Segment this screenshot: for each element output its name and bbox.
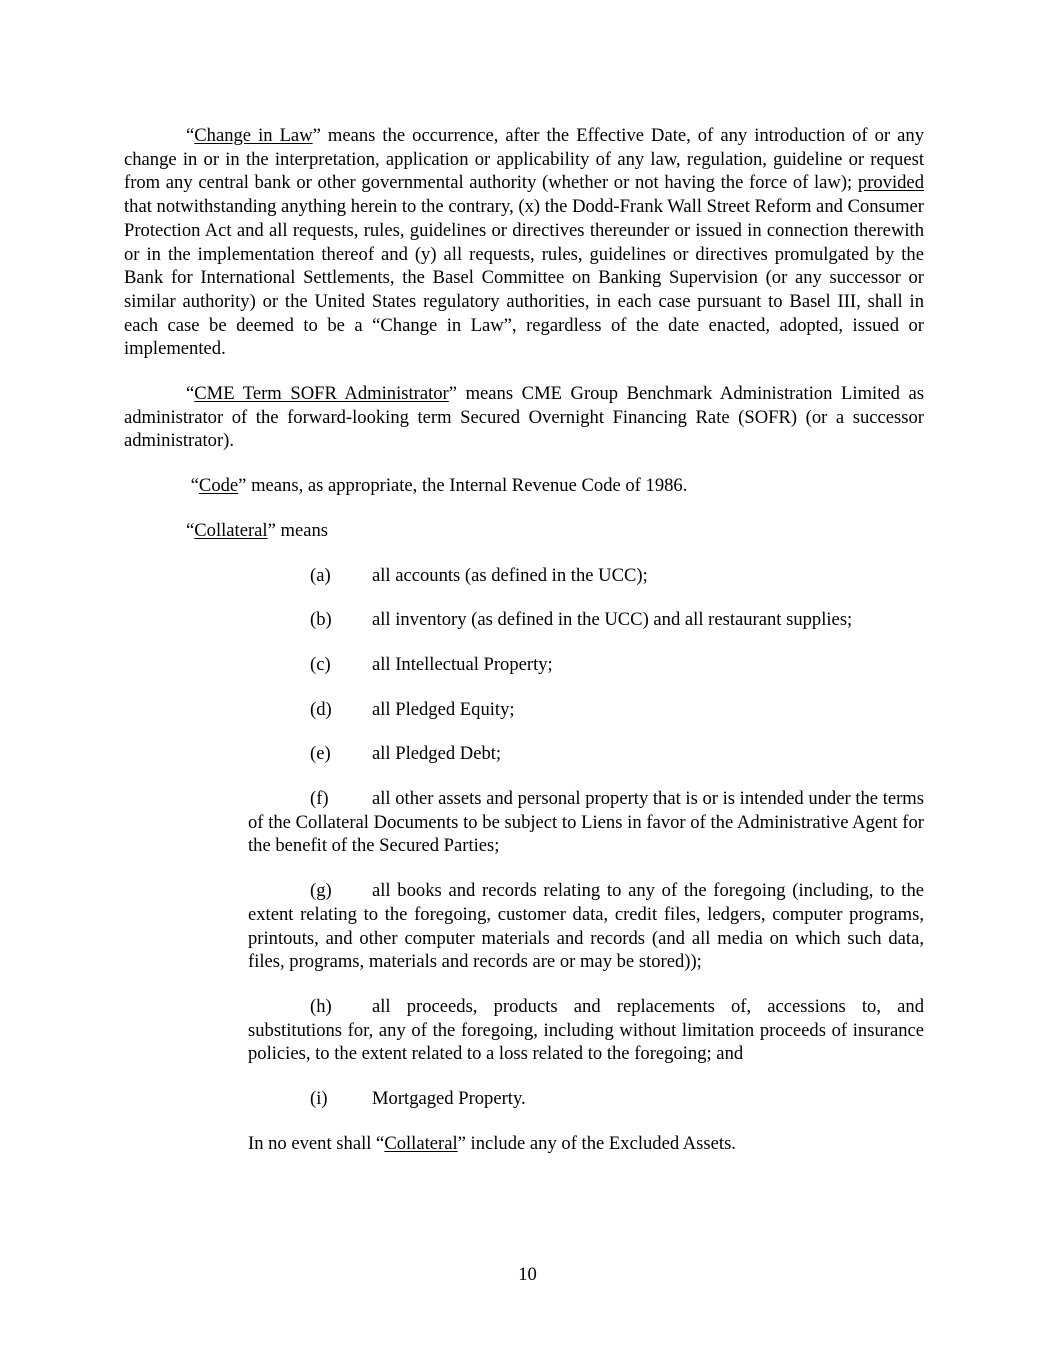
definition-change-in-law: “Change in Law” means the occurrence, after the Effective Date, of any introduction of or any change in or in the interpretation, application or applicability of any law, regulation, guideline or request from any central bank or other governmental authority (whether or not having the force of law); provided that notwithstanding anything herein to the contrary, (x) the Dodd-Frank Wall Street Reform and Consumer Protection Act and all requests, rules, guidelines or directives thereunder or issued in connection therewith or in the implementation thereof and (y) all requests, rules, guidelines or directives promulgated by the Bank for International Settlements, the Basel Committee on Banking Supervision (or any successor or similar authority) or the United States regulatory authorities, in each case pursuant to Basel III, shall in each case be deemed to be a “Change in Law”, regardless of the date enacted, adopted, issued or implemented. xyxy=(124,125,924,360)
item-text: all inventory (as defined in the UCC) and all restaurant supplies; xyxy=(372,609,853,631)
collateral-short-items xyxy=(310,564,924,767)
item-text: Mortgaged Property. xyxy=(372,1088,526,1110)
item-text: all accounts (as defined in the UCC); xyxy=(372,564,648,586)
item-label: (h) xyxy=(310,995,332,1017)
list-item xyxy=(310,564,924,588)
list-item xyxy=(310,742,924,766)
document-page xyxy=(124,124,924,1156)
list-item xyxy=(248,995,924,1066)
collateral-exclusion-sentence: In no event shall “Collateral” include any of the Excluded Assets. xyxy=(248,1132,736,1154)
item-label: (i) xyxy=(310,1088,328,1110)
item-label: (f) xyxy=(310,788,329,810)
list-item xyxy=(248,787,924,858)
item-label: (c) xyxy=(310,653,331,675)
item-text: all other assets and personal property that is or is intended under the terms of the Collateral Documents to be subject to Liens in favor of the Administrative Agent for the benefit of the Secured Parties; xyxy=(248,788,924,857)
provided-emphasis: provided xyxy=(857,172,924,194)
item-text: all Intellectual Property; xyxy=(372,653,553,675)
defined-term: CME Term SOFR Administrator xyxy=(194,383,449,405)
list-item xyxy=(310,608,924,632)
definition-cme-term-sofr-administrator: “CME Term SOFR Administrator” means CME Group Benchmark Administration Limited as administrator of the forward-looking term Secured Overnight Financing Rate (SOFR) (or a successor administrator). xyxy=(124,383,925,452)
item-label: (d) xyxy=(310,698,332,720)
item-text: all Pledged Equity; xyxy=(372,698,515,720)
item-label: (g) xyxy=(310,880,332,902)
list-item xyxy=(248,879,924,974)
defined-term: Collateral xyxy=(384,1132,458,1154)
list-item xyxy=(310,1087,924,1111)
collateral-final-item xyxy=(310,1087,924,1111)
page-number: 10 xyxy=(518,1264,537,1285)
defined-term: Change in Law xyxy=(194,125,313,146)
list-item xyxy=(310,698,924,722)
list-item xyxy=(310,653,924,677)
item-text: all Pledged Debt; xyxy=(372,743,502,765)
defined-term: Collateral xyxy=(194,519,268,541)
item-text: all books and records relating to any of the foregoing (including, to the extent relating to the foregoing, customer data, credit files, ledgers, computer programs, printouts, and other computer materials and records (and all media on which such data, files, programs, materials and records are or may be stored)); xyxy=(248,880,924,973)
item-label: (b) xyxy=(310,609,332,631)
item-label: (e) xyxy=(310,743,331,765)
definition-collateral: “Collateral” means xyxy=(186,519,328,541)
item-text: all proceeds, products and replacements of, accessions to, and substitutions for, any of the foregoing, including without limitation proceeds of insurance policies, to the extent related to a loss related to the foregoing; and xyxy=(248,995,924,1065)
definition-code: “Code” means, as appropriate, the Internal Revenue Code of 1986. xyxy=(186,475,688,497)
defined-term: Code xyxy=(198,475,239,497)
item-label: (a) xyxy=(310,564,331,586)
